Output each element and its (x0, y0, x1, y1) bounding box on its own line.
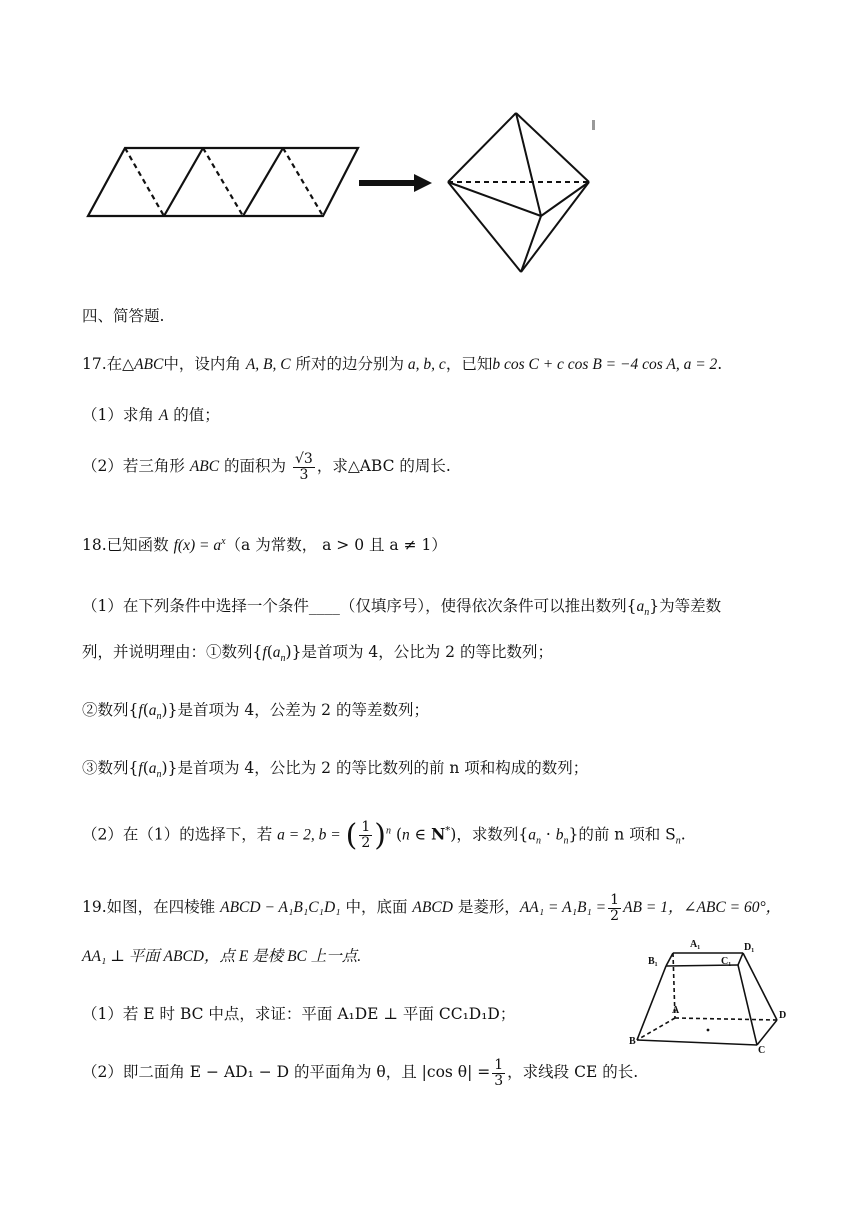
q19-part2: （2）即二面角 E − AD₁ − D 的平面角为 θ，且 |cos θ| = $\frac{1}{3}$ ，求线段 CE 的长. (82, 1057, 639, 1089)
label-D: D (779, 1010, 787, 1021)
label-C: C (758, 1045, 766, 1053)
fold-line (125, 148, 164, 216)
label-C1: C₁ (721, 956, 732, 967)
net-edge (243, 148, 283, 216)
q19-stem: 19.如图，在四棱锥 ABCD − A₁B₁C₁D₁ 中，底面 ABCD 是菱形，AA₁ = A₁B₁ = $\frac{1}{2}$ AB = 1，∠ABC = 60°， (82, 892, 782, 924)
q18-option3: ③数列$\{f(a_n)\}$是首项为 4，公比为 2 的等比数列的前 n 项和构成的数列； (82, 759, 589, 781)
q18-option2: ②数列$\{f(a_n)\}$是首项为 4，公差为 2 的等差数列； (82, 701, 429, 723)
q19-part1: （1）若 E 时 BC 中点，求证：平面 A₁DE ⊥ 平面 CC₁D₁D； (82, 1005, 516, 1023)
label-B: B (629, 1036, 636, 1047)
section-heading: 四、简答题. (82, 307, 165, 325)
net-edge (164, 148, 203, 216)
q18-stem: 18.已知函数 $f(x) = a^x(a$ 为常数， a > 0 且 a ≠ 1） (82, 535, 447, 554)
parallelogram-net (88, 148, 358, 216)
q17-part1: （1）求角 A 的值； (82, 406, 220, 424)
fold-line (283, 148, 323, 216)
q18-part1-line2: 列，并说明理由：①数列$\{f(a_n)\}$是首项为 4，公比为 2 的等比数列； (82, 643, 553, 665)
artifact-mark (592, 120, 595, 130)
label-A: A (672, 1005, 680, 1016)
arrow (359, 174, 432, 192)
label-A1: A₁ (690, 939, 701, 950)
q18-part1-line1: （1）在下列条件中选择一个条件____（仅填序号），使得依次条件可以推出数列$\{a_n\}$为等差数 (82, 597, 722, 619)
q18-part2: （2）在（1）的选择下，若 a = 2, b = ( $\frac{1}{2}$ )$^n$ (n ∈ N*)，求数列$\{a_n \cdot b_n\}$的前 n 项和 $S_n$. (82, 818, 686, 853)
q17-stem: 17.在△ABC中，设内角 A, B, C 所对的边分别为 a, b, c，已知b cos C + c cos B = −4 cos A, a = 2. (82, 355, 723, 373)
octahedron (448, 113, 589, 272)
q17-part2: （2）若三角形 ABC 的面积为 $\frac{√3}{3}$ ，求△ABC 的周长. (82, 451, 451, 483)
frustum-figure (628, 938, 798, 1053)
label-D1: D₁ (744, 942, 755, 953)
net-figure (0, 0, 860, 290)
q19-line2: AA₁ ⊥ 平面 ABCD，点 E 是棱 BC 上一点. (82, 948, 362, 965)
fold-line (203, 148, 243, 216)
label-B1: B₁ (648, 956, 658, 967)
